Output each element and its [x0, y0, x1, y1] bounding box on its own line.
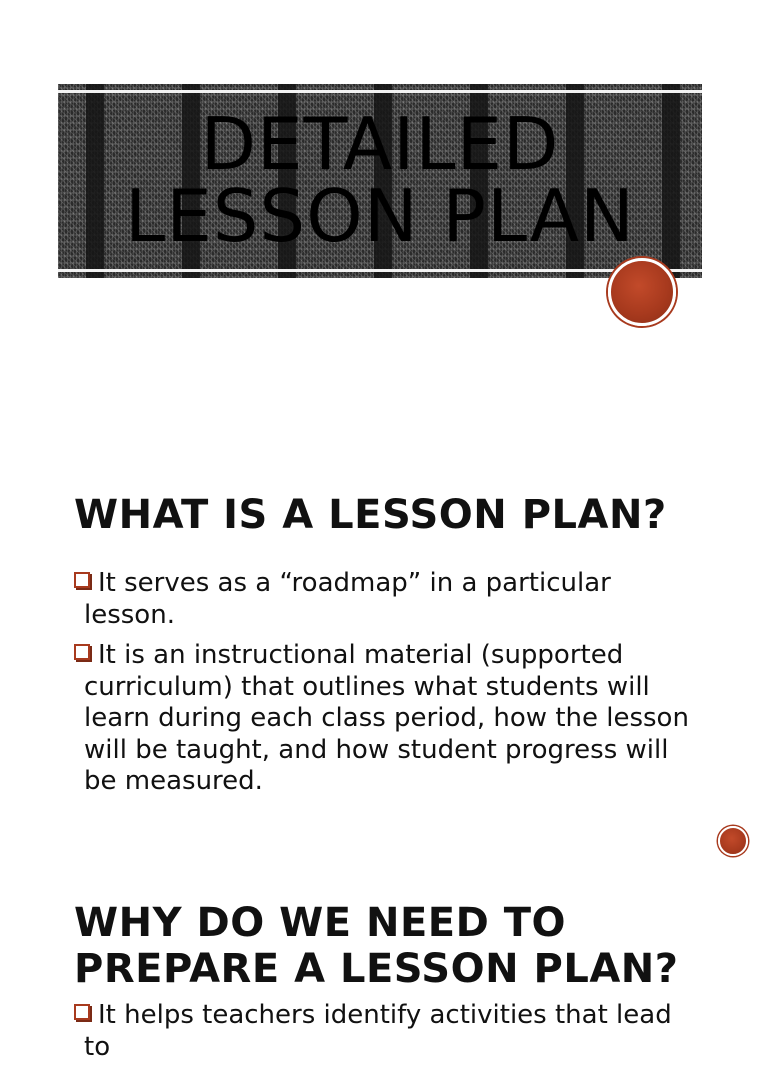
banner-bottom-rule [58, 269, 702, 272]
banner-top-rule [58, 90, 702, 93]
square-bullet-icon [74, 1004, 90, 1020]
why-prepare-heading: WHY DO WE NEED TO PREPARE A LESSON PLAN? [74, 900, 679, 992]
red-circle-icon [608, 258, 676, 326]
bullet-text: It serves as a “roadmap” in a particular lesson. [84, 568, 611, 630]
bullet-text: It is an instructional material (supported curriculum) that outlines what students will learn during each class period, how the lesson will be taught, and how student progress will be measured. [84, 640, 689, 796]
square-bullet-icon [74, 644, 90, 660]
why-prepare-bullet-list [74, 1000, 704, 1072]
bullet-text: It helps teachers identify activities that lead to [84, 1000, 672, 1062]
list-item [74, 640, 704, 798]
square-bullet-icon [74, 572, 90, 588]
what-is-heading: WHAT IS A LESSON PLAN? [74, 492, 667, 538]
red-circle-icon [718, 826, 748, 856]
what-is-bullet-list [74, 568, 704, 807]
title-banner [58, 84, 702, 278]
list-item [74, 568, 704, 631]
list-item [74, 1000, 704, 1063]
slide-title: DETAILED LESSON PLAN [125, 102, 635, 258]
